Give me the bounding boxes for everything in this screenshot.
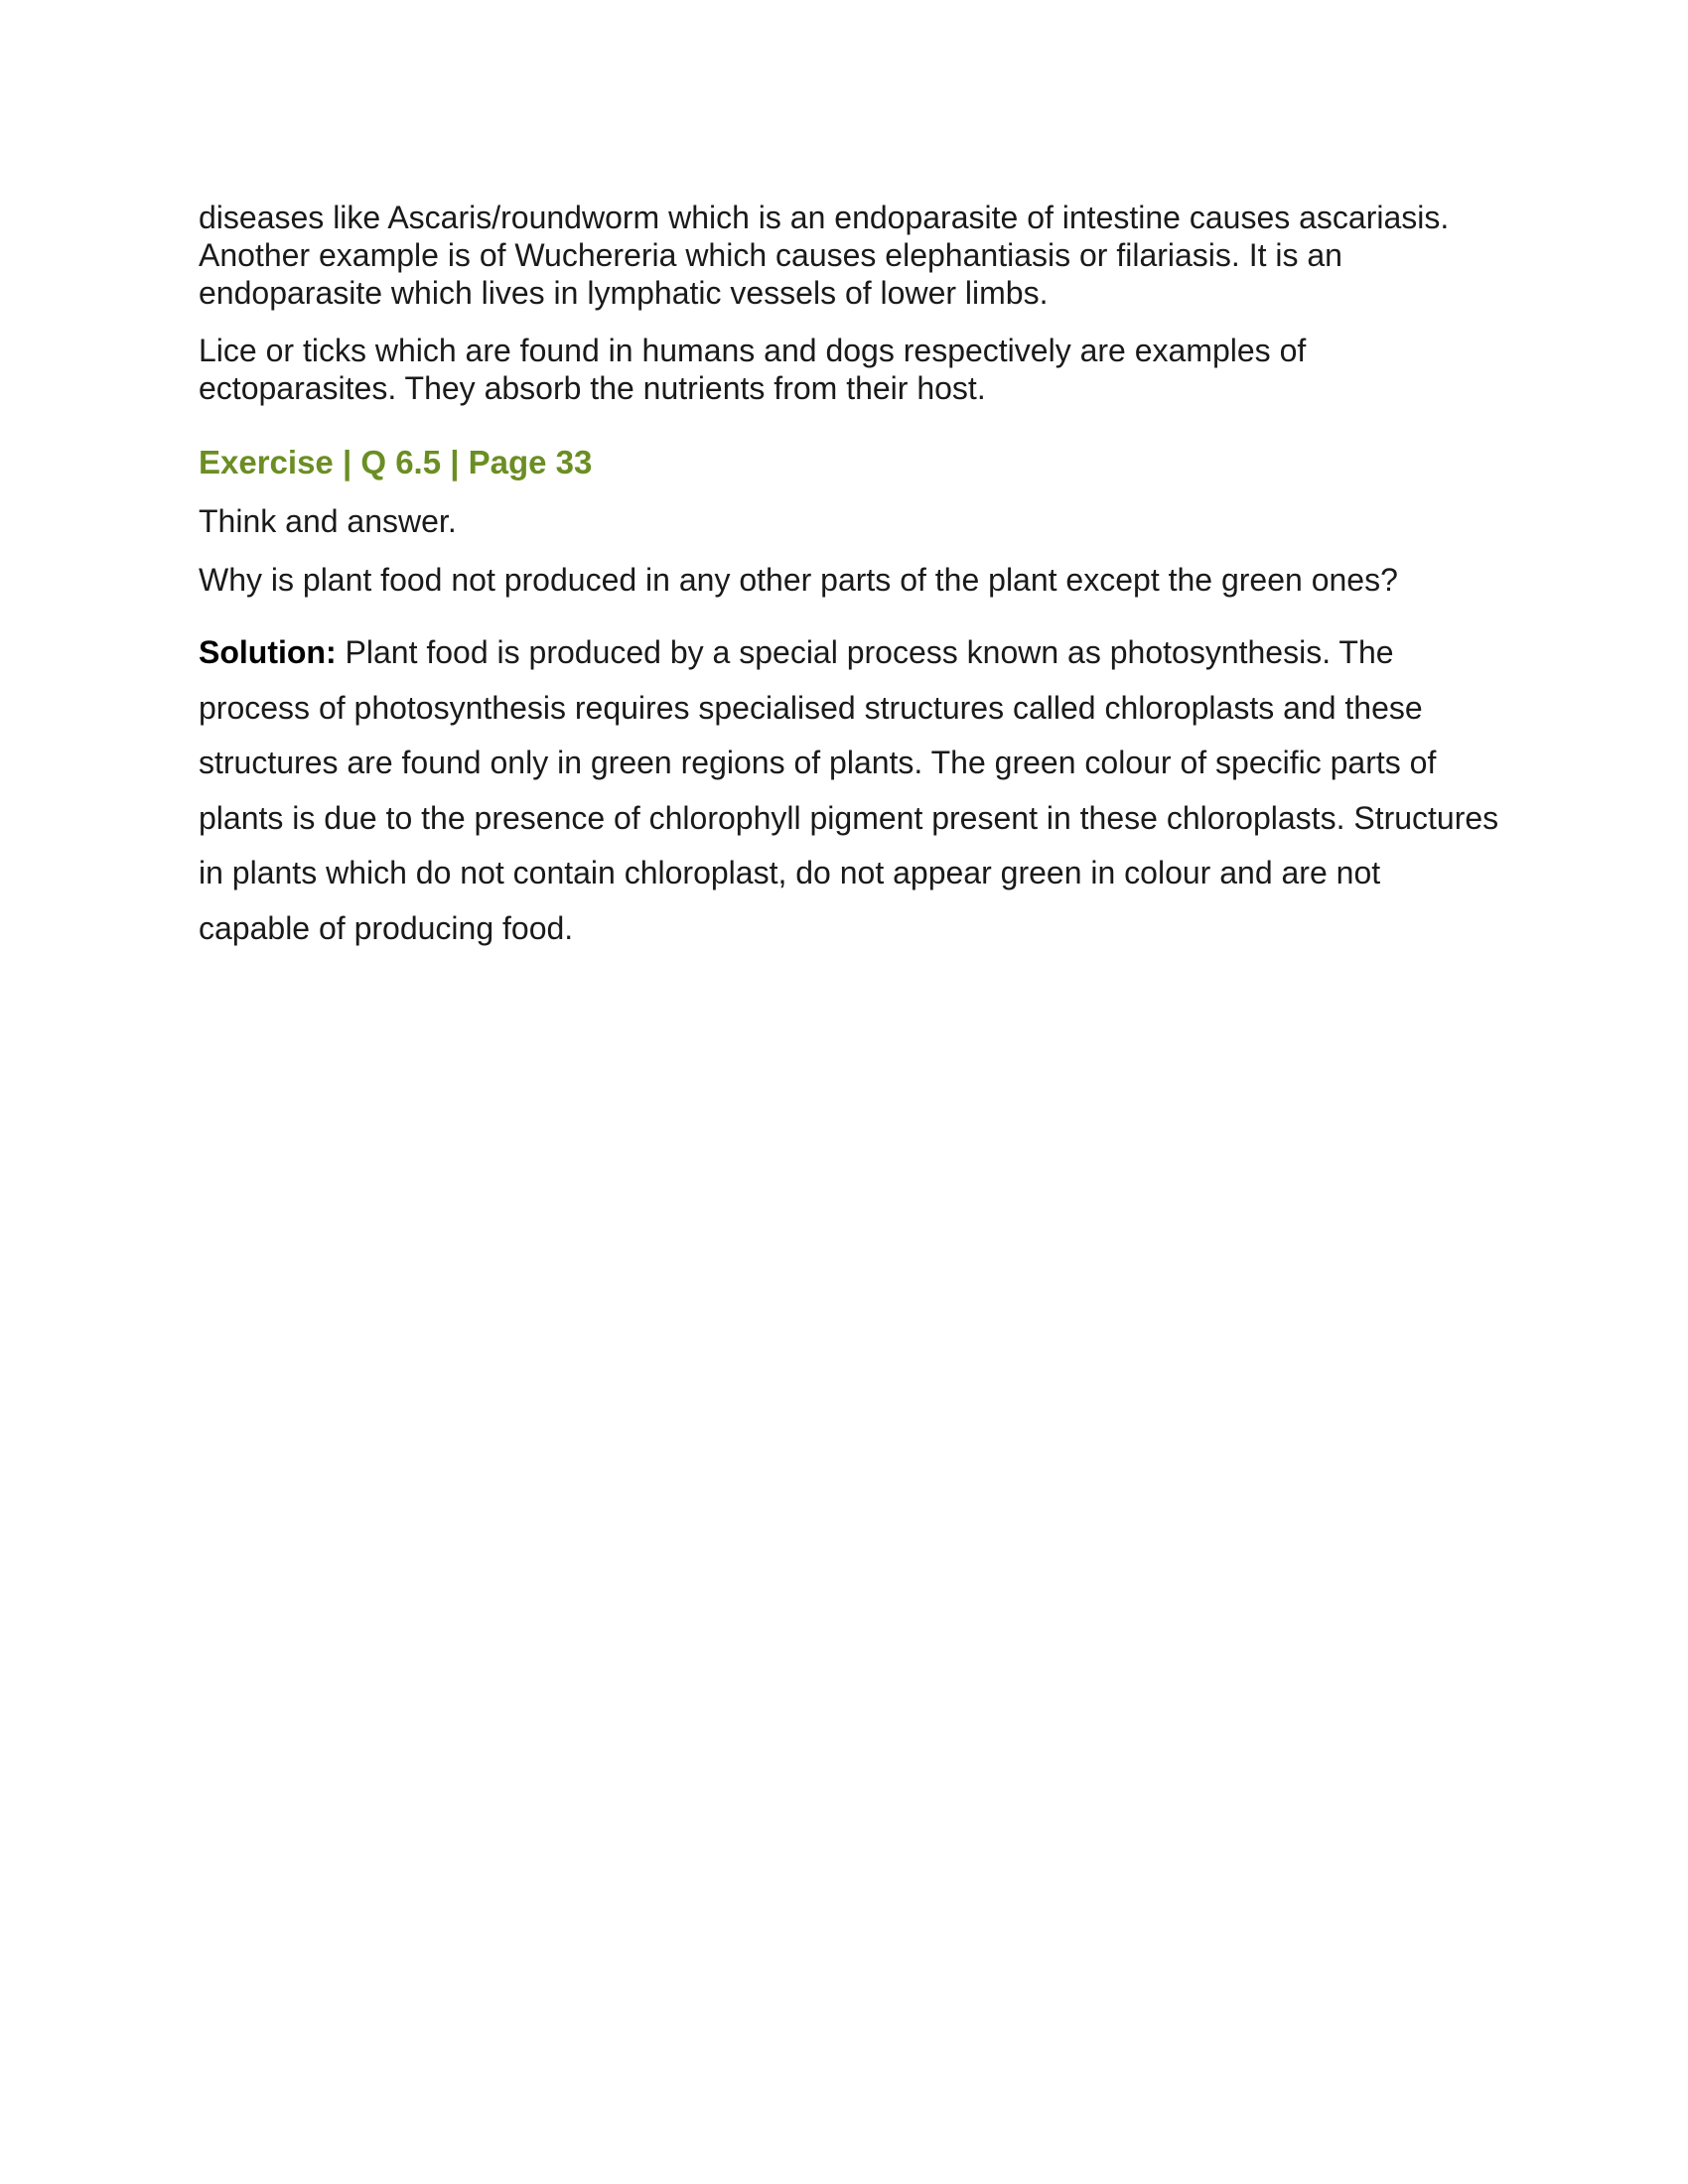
exercise-heading: Exercise | Q 6.5 | Page 33 bbox=[199, 444, 593, 480]
intro-paragraph-diseases: diseases like Ascaris/roundworm which is an endoparasite of intestine causes ascariasis. Another example is of Wuchereria which causes elephantiasis or filariasis. It is an endoparasite which lives in lymphatic vessels of lower limbs. bbox=[199, 200, 1450, 311]
intro-paragraph-ectoparasites: Lice or ticks which are found in humans and dogs respectively are examples of ectoparasites. They absorb the nutrients from their host. bbox=[199, 333, 1307, 406]
question-text: Why is plant food not produced in any other parts of the plant except the green ones? bbox=[199, 562, 1398, 598]
solution-label: Solution: bbox=[199, 634, 337, 670]
solution-text: Plant food is produced by a special process known as photosynthesis. The process of photosynthesis requires specialised structures called chloroplasts and these structures are found only in green regions of plants. The green colour of specific parts of plants is due to the presence of chlorophyll pigment present in these chloroplasts. Structures in plants which do not contain chloroplast, do not appear green in colour and are not capable of producing food. bbox=[199, 634, 1499, 946]
document-page bbox=[199, 199, 1499, 956]
question-prompt: Think and answer. bbox=[199, 503, 457, 539]
solution-paragraph bbox=[199, 625, 1499, 956]
